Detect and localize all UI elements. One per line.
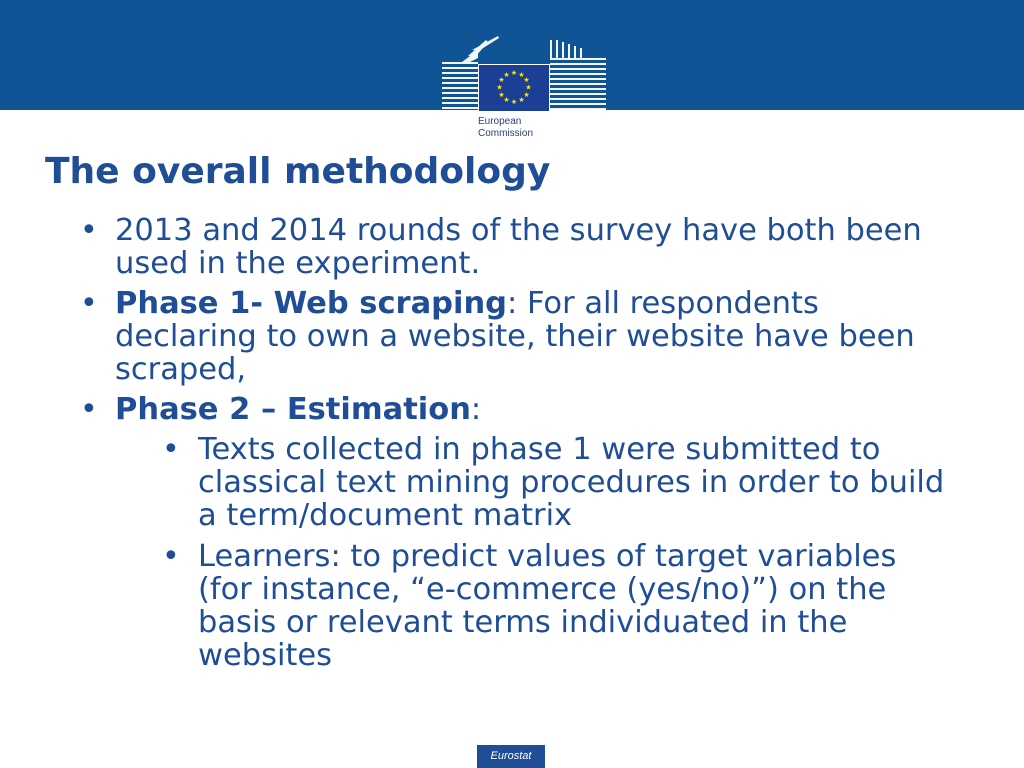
svg-text:★: ★ (523, 76, 530, 84)
svg-text:★: ★ (496, 83, 503, 92)
bullet-bold-label: Phase 2 – Estimation (115, 392, 471, 427)
svg-text:★: ★ (510, 98, 518, 106)
eu-flag-icon (478, 64, 550, 112)
svg-text:★: ★ (510, 69, 518, 77)
svg-text:★: ★ (498, 76, 505, 84)
logo-text: European Commission (478, 116, 534, 139)
eurostat-footer-badge: Eurostat (477, 745, 545, 768)
bullet-text: 2013 and 2014 rounds of the survey have both been used in the experiment. (115, 213, 922, 281)
svg-text:★: ★ (518, 96, 525, 104)
bullet-dot: • (80, 213, 98, 248)
european-commission-logo (442, 36, 606, 144)
bullet-dot: • (80, 392, 98, 427)
bullet-bold-label: Phase 1- Web scraping (115, 286, 507, 321)
bullet-dot: • (162, 539, 180, 574)
eu-stars-icon (479, 65, 549, 111)
sub-bullet-item (0, 540, 958, 672)
bullet-dot: • (80, 286, 98, 321)
bullet-text: : (470, 392, 482, 427)
svg-text:★: ★ (503, 96, 510, 104)
slide-content (0, 214, 1024, 680)
svg-text:★: ★ (525, 83, 532, 92)
sub-bullet-text: Learners: to predict values of target variables (for instance, “e-commerce (yes/no)”) on the basis or relevant terms individuated in the websites (198, 539, 897, 673)
sub-bullet-text: Texts collected in phase 1 were submitted to classical text mining procedures in order to build a term/document matrix (198, 432, 945, 533)
bullet-item (0, 393, 945, 426)
bullet-dot: • (162, 432, 180, 467)
sub-bullet-item (0, 433, 958, 532)
svg-text:★: ★ (518, 71, 525, 79)
slide-title: The overall methodology (45, 151, 551, 192)
svg-text:★: ★ (523, 91, 530, 99)
svg-text:★: ★ (503, 71, 510, 79)
bullet-item (0, 214, 945, 280)
bullet-text: : For all respondents declaring to own a website, their website have been scraped, (115, 286, 915, 387)
svg-text:★: ★ (498, 91, 505, 99)
bullet-item (0, 287, 945, 386)
